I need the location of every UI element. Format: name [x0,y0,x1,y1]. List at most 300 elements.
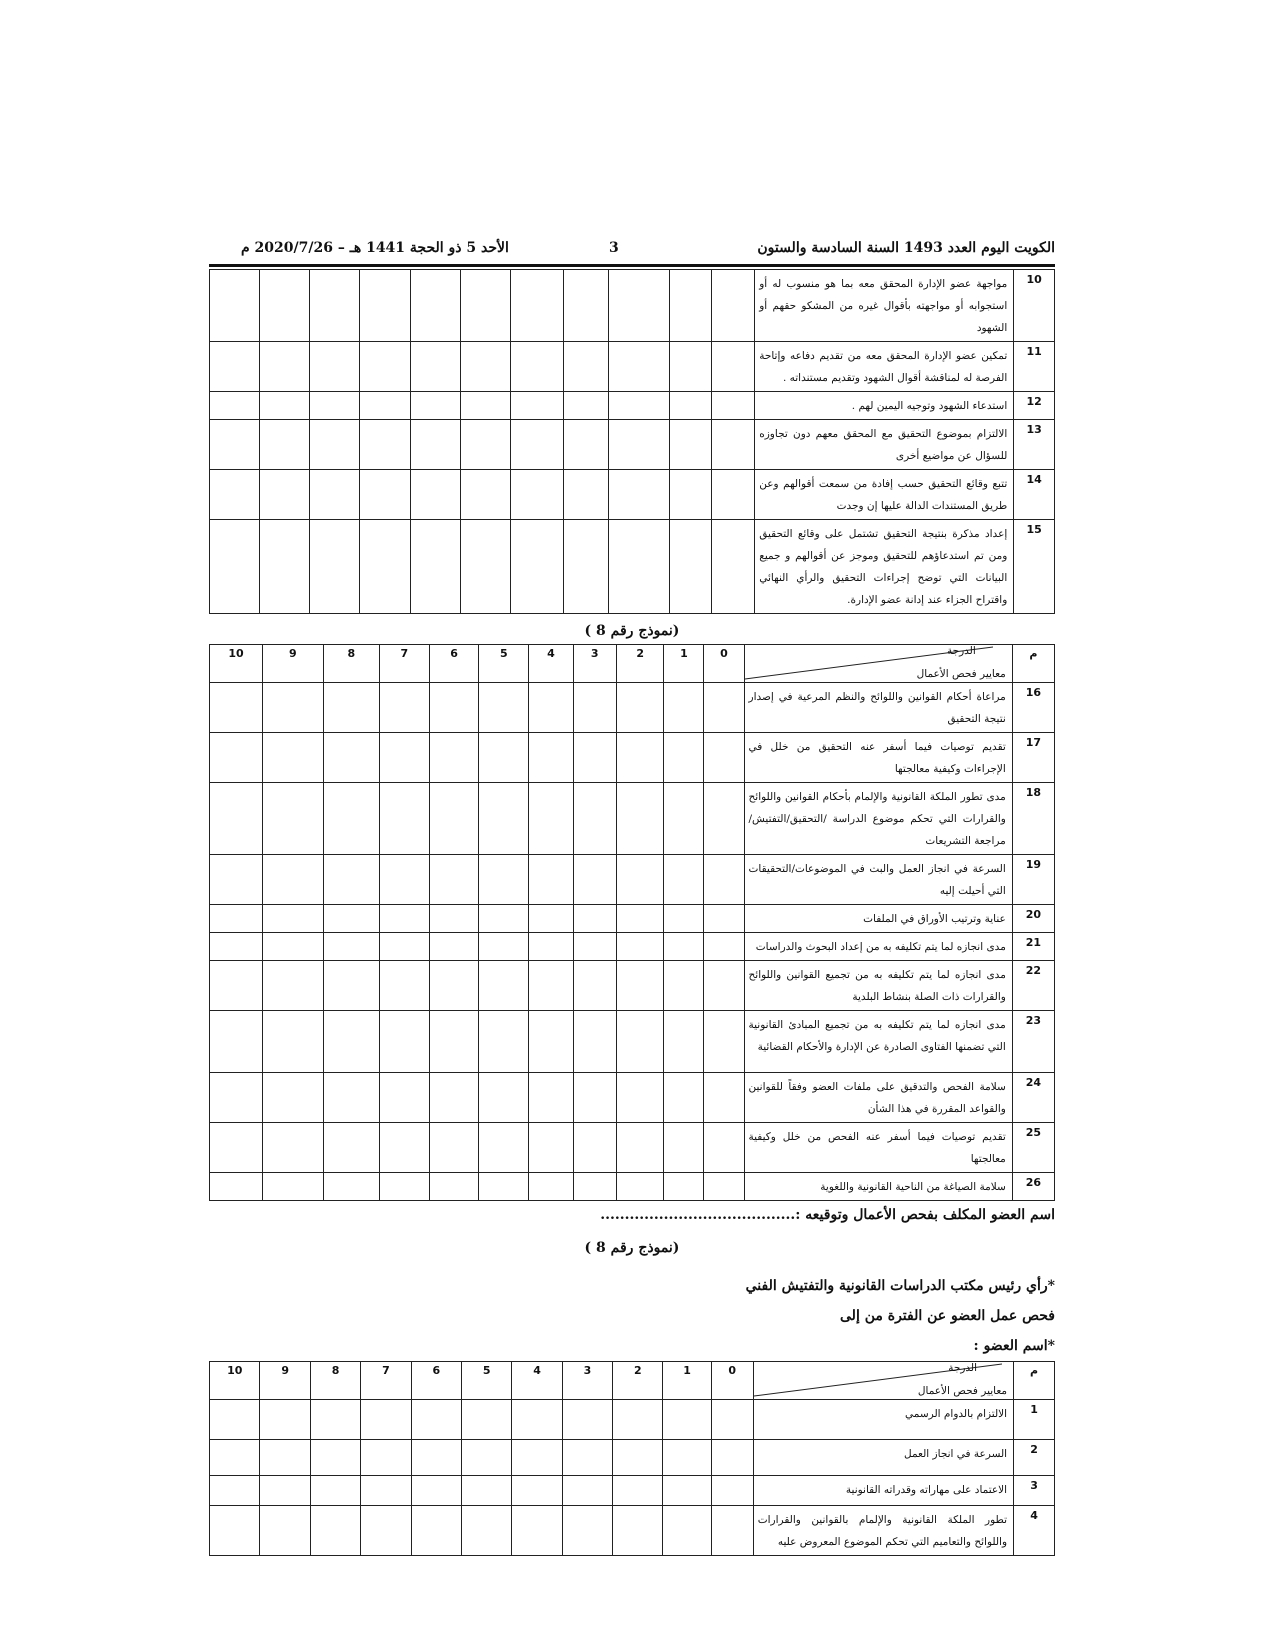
grade-cell[interactable] [512,1506,562,1556]
grade-cell[interactable] [460,420,510,470]
grade-cell[interactable] [260,420,310,470]
grade-cell[interactable] [529,961,573,1011]
row-number: 21 [1012,933,1054,961]
header-page-number: 3 [609,240,619,256]
grade-cell[interactable] [479,783,529,855]
grade-cell[interactable] [529,905,573,933]
grade-header: 3 [573,645,616,683]
table1-row [210,420,1055,470]
table2-row [210,1123,1055,1173]
row-number: 24 [1012,1073,1054,1123]
grade-cell[interactable] [210,1440,260,1476]
grade-cell[interactable] [712,520,755,614]
grade-cell[interactable] [664,905,704,933]
grade-cell[interactable] [310,520,360,614]
grade-cell[interactable] [616,1123,664,1173]
criterion-text: تطور الملكة القانونية والإلمام بالقوانين والقرارات واللوائح والتعاميم التي تحكم الموضوع المعروض عليه [753,1506,1013,1556]
grade-header: 4 [529,645,573,683]
grade-cell[interactable] [263,683,324,733]
grade-cell[interactable] [429,783,479,855]
grade-cell[interactable] [263,783,324,855]
grade-cell[interactable] [479,683,529,733]
row-number: 18 [1012,783,1054,855]
grade-cell[interactable] [564,392,609,420]
criterion-text: تقديم توصيات فيما أسفر عنه التحقيق من خلل في الإجراءات وكيفية معالجتها [744,733,1012,783]
grade-cell[interactable] [664,783,704,855]
grade-cell[interactable] [260,470,310,520]
table1-row [210,342,1055,392]
grade-cell[interactable] [573,1173,616,1201]
grade-cell[interactable] [410,392,460,420]
grade-cell[interactable] [564,342,609,392]
grade-cell[interactable] [609,342,670,392]
row-number: 12 [1014,392,1055,420]
grade-cell[interactable] [323,933,379,961]
grade-cell[interactable] [573,733,616,783]
grade-cell[interactable] [379,1011,429,1073]
grade-cell[interactable] [664,1011,704,1073]
grade-cell[interactable] [479,961,529,1011]
grade-cell[interactable] [529,1011,573,1073]
table1-row [210,270,1055,342]
grade-cell[interactable] [210,520,260,614]
grade-cell[interactable] [410,420,460,470]
grade-cell[interactable] [263,733,324,783]
grade-cell[interactable] [479,1073,529,1123]
grade-cell[interactable] [263,933,324,961]
row-number: 17 [1012,733,1054,783]
grade-cell[interactable] [411,1400,461,1440]
header-number: م [1014,1362,1055,1400]
table2-row [210,1011,1055,1073]
row-number: 3 [1014,1476,1055,1506]
grade-cell[interactable] [260,1400,310,1440]
grade-cell[interactable] [379,1123,429,1173]
grade-cell[interactable] [263,961,324,1011]
grade-cell[interactable] [379,855,429,905]
grade-cell[interactable] [210,342,260,392]
grade-cell[interactable] [562,1440,612,1476]
table3-row [210,1506,1055,1556]
grade-cell[interactable] [323,905,379,933]
grade-cell[interactable] [712,270,755,342]
grade-cell[interactable] [704,933,744,961]
table2-row [210,783,1055,855]
grade-cell[interactable] [429,733,479,783]
grade-cell[interactable] [210,905,263,933]
grade-cell[interactable] [669,270,712,342]
grade-cell[interactable] [210,933,263,961]
grade-cell[interactable] [529,855,573,905]
grade-cell[interactable] [379,783,429,855]
table1-row [210,392,1055,420]
grade-header: 1 [664,645,704,683]
grade-cell[interactable] [310,1476,360,1506]
grade-cell[interactable] [479,933,529,961]
grade-cell[interactable] [263,1011,324,1073]
grade-cell[interactable] [616,733,664,783]
header-diagonal [753,1362,1013,1400]
grade-cell[interactable] [479,1123,529,1173]
row-number: 16 [1012,683,1054,733]
grade-cell[interactable] [616,783,664,855]
grade-cell[interactable] [712,420,755,470]
grade-cell[interactable] [460,342,510,392]
grade-cell[interactable] [210,270,260,342]
grade-cell[interactable] [479,733,529,783]
grade-cell[interactable] [461,1440,511,1476]
grade-cell[interactable] [479,1011,529,1073]
table3-header-row [210,1362,1055,1400]
grade-cell[interactable] [460,520,510,614]
grade-cell[interactable] [210,420,260,470]
criterion-text: إعداد مذكرة بنتيجة التحقيق تشتمل على وقائع التحقيق ومن تم استدعاؤهم للتحقيق وموجز عن أقوالهم و جميع البيانات التي توضح إجراءات التحقيق والرأي النهائي واقتراح الجزاء عند إدانة عضو الإدارة. [755,520,1014,614]
grade-cell[interactable] [664,933,704,961]
grade-cell[interactable] [573,961,616,1011]
grade-cell[interactable] [461,1476,511,1506]
grade-cell[interactable] [562,1506,612,1556]
grade-cell[interactable] [711,1400,753,1440]
grade-header: 6 [429,645,479,683]
criterion-text: سلامة الصياغة من الناحية القانونية واللغوية [744,1173,1012,1201]
grade-cell[interactable] [609,520,670,614]
grade-cell[interactable] [323,1123,379,1173]
grade-cell[interactable] [310,1400,360,1440]
table2-row [210,855,1055,905]
table2-header-row [210,645,1055,683]
grade-cell[interactable] [460,392,510,420]
grade-cell[interactable] [663,1440,711,1476]
row-number: 2 [1014,1440,1055,1476]
grade-cell[interactable] [210,1476,260,1506]
criterion-text: السرعة في انجاز العمل [753,1440,1013,1476]
grade-cell[interactable] [712,342,755,392]
grade-cell[interactable] [664,683,704,733]
grade-cell[interactable] [616,933,664,961]
grade-cell[interactable] [704,1173,744,1201]
grade-cell[interactable] [479,855,529,905]
grade-cell[interactable] [664,961,704,1011]
grade-cell[interactable] [529,733,573,783]
grade-cell[interactable] [323,1073,379,1123]
grade-cell[interactable] [323,961,379,1011]
grade-cell[interactable] [310,342,360,392]
grade-cell[interactable] [260,392,310,420]
grade-cell[interactable] [573,683,616,733]
grade-cell[interactable] [616,961,664,1011]
grade-cell[interactable] [360,270,410,342]
grade-cell[interactable] [712,392,755,420]
grade-cell[interactable] [669,470,712,520]
grade-cell[interactable] [529,783,573,855]
grade-cell[interactable] [573,1011,616,1073]
grade-cell[interactable] [411,1506,461,1556]
row-number: 11 [1014,342,1055,392]
grade-cell[interactable] [360,392,410,420]
grade-cell[interactable] [410,342,460,392]
grade-header: 3 [562,1362,612,1400]
grade-cell[interactable] [609,270,670,342]
grade-cell[interactable] [429,933,479,961]
grade-cell[interactable] [461,1400,511,1440]
grade-cell[interactable] [210,855,263,905]
grade-cell[interactable] [429,1173,479,1201]
criterion-text: مدى تطور الملكة القانونية والإلمام بأحكام القوانين واللوائح والقرارات التي تحكم موضوع الدراسة /التحقيق/التفتيش/مراجعة التشريعات [744,783,1012,855]
grade-cell[interactable] [669,342,712,392]
member-name-label: *اسم العضو : [973,1338,1055,1354]
grade-cell[interactable] [379,1073,429,1123]
grade-cell[interactable] [361,1476,411,1506]
grade-cell[interactable] [609,420,670,470]
grade-cell[interactable] [704,1073,744,1123]
grade-cell[interactable] [663,1506,711,1556]
grade-cell[interactable] [360,342,410,392]
grade-header: 2 [616,645,664,683]
grade-cell[interactable] [361,1400,411,1440]
grade-cell[interactable] [704,683,744,733]
grade-cell[interactable] [664,1173,704,1201]
grade-cell[interactable] [663,1400,711,1440]
grade-cell[interactable] [260,1440,310,1476]
grade-header: 8 [310,1362,360,1400]
grade-cell[interactable] [609,392,670,420]
grade-cell[interactable] [263,905,324,933]
grade-cell[interactable] [210,783,263,855]
grade-cell[interactable] [573,905,616,933]
grade-cell[interactable] [512,1400,562,1440]
grade-cell[interactable] [712,470,755,520]
grade-cell[interactable] [573,783,616,855]
grade-cell[interactable] [564,420,609,470]
grade-cell[interactable] [562,1476,612,1506]
grade-cell[interactable] [479,1173,529,1201]
table3-row [210,1400,1055,1440]
criterion-text: مراعاة أحكام القوانين واللوائح والنظم المرعية في إصدار نتيجة التحقيق [744,683,1012,733]
grade-cell[interactable] [379,1173,429,1201]
grade-cell[interactable] [512,1476,562,1506]
grade-cell[interactable] [564,520,609,614]
grade-cell[interactable] [429,1123,479,1173]
grade-cell[interactable] [613,1506,663,1556]
header-grade-label: الدرجة [946,645,976,657]
grade-cell[interactable] [360,470,410,520]
table2-row [210,933,1055,961]
criterion-text: الالتزام بالدوام الرسمي [753,1400,1013,1440]
grade-cell[interactable] [704,855,744,905]
grade-cell[interactable] [429,1011,479,1073]
grade-header: 2 [613,1362,663,1400]
grade-cell[interactable] [323,683,379,733]
grade-cell[interactable] [460,470,510,520]
criterion-text: تتبع وقائع التحقيق حسب إفادة من سمعت أقوالهم وعن طريق المستندات الدالة عليها إن وجدت [755,470,1014,520]
grade-cell[interactable] [210,683,263,733]
grade-cell[interactable] [573,1073,616,1123]
grade-cell[interactable] [310,1440,360,1476]
grade-cell[interactable] [510,420,563,470]
grade-cell[interactable] [512,1440,562,1476]
grade-cell[interactable] [210,733,263,783]
grade-cell[interactable] [704,1011,744,1073]
grade-cell[interactable] [479,905,529,933]
grade-cell[interactable] [616,1073,664,1123]
grade-cell[interactable] [210,1173,263,1201]
header-publication: الكويت اليوم العدد 1493 السنة السادسة والستون [757,240,1055,256]
grade-cell[interactable] [711,1506,753,1556]
grade-cell[interactable] [573,855,616,905]
grade-cell[interactable] [260,1476,310,1506]
table1-row [210,520,1055,614]
grade-cell[interactable] [323,1011,379,1073]
criterion-text: تمكين عضو الإدارة المحقق معه من تقديم دفاعه وإتاحة الفرصة له لمناقشة أقوال الشهود وتقديم مستنداته . [755,342,1014,392]
grade-cell[interactable] [260,520,310,614]
grade-cell[interactable] [510,342,563,392]
grade-cell[interactable] [669,420,712,470]
grade-cell[interactable] [573,933,616,961]
grade-cell[interactable] [616,683,664,733]
grade-cell[interactable] [704,783,744,855]
grade-header: 10 [210,1362,260,1400]
signature-line: اسم العضو المكلف بفحص الأعمال وتوقيعه :........................................ [600,1207,1055,1223]
grade-cell[interactable] [510,520,563,614]
grade-cell[interactable] [460,270,510,342]
grade-cell[interactable] [210,392,260,420]
grade-cell[interactable] [263,1173,324,1201]
grade-cell[interactable] [323,855,379,905]
grade-cell[interactable] [411,1476,461,1506]
grade-cell[interactable] [361,1440,411,1476]
grade-cell[interactable] [704,905,744,933]
header-rule [209,264,1055,267]
grade-cell[interactable] [510,470,563,520]
grade-cell[interactable] [616,1011,664,1073]
grade-cell[interactable] [379,961,429,1011]
grade-header: 5 [461,1362,511,1400]
grade-cell[interactable] [411,1440,461,1476]
grade-cell[interactable] [711,1476,753,1506]
grade-cell[interactable] [260,1506,310,1556]
grade-cell[interactable] [260,342,310,392]
grade-cell[interactable] [562,1400,612,1440]
grade-cell[interactable] [323,1173,379,1201]
grade-cell[interactable] [573,1123,616,1173]
row-number: 19 [1012,855,1054,905]
grade-cell[interactable] [310,420,360,470]
grade-cell[interactable] [323,783,379,855]
grade-cell[interactable] [669,392,712,420]
evaluation-table-2 [209,1361,1055,1556]
grade-cell[interactable] [429,961,479,1011]
grade-cell[interactable] [210,1123,263,1173]
grade-cell[interactable] [510,270,563,342]
row-number: 10 [1014,270,1055,342]
gazette-page [209,236,1055,1556]
grade-cell[interactable] [429,683,479,733]
grade-cell[interactable] [529,1073,573,1123]
grade-cell[interactable] [410,470,460,520]
criterion-text: مدى انجازه لما يتم تكليفه به من تجميع المبادئ القانونية التي تضمنها الفتاوى الصادرة عن الإدارة والأحكام القضائية [744,1011,1012,1073]
table2-row [210,1173,1055,1201]
grade-cell[interactable] [310,1506,360,1556]
grade-cell[interactable] [410,270,460,342]
grade-cell[interactable] [379,905,429,933]
grade-cell[interactable] [613,1476,663,1506]
evaluation-table [209,644,1055,1201]
grade-cell[interactable] [379,933,429,961]
grade-cell[interactable] [663,1476,711,1506]
grade-cell[interactable] [711,1440,753,1476]
table2-row [210,733,1055,783]
grade-cell[interactable] [310,270,360,342]
header-grade-label: الدرجة [948,1362,978,1374]
row-number: 26 [1012,1173,1054,1201]
grade-cell[interactable] [529,1173,573,1201]
grade-cell[interactable] [210,1506,260,1556]
grade-cell[interactable] [664,1073,704,1123]
grade-cell[interactable] [613,1400,663,1440]
grade-cell[interactable] [529,1123,573,1173]
grade-cell[interactable] [360,520,410,614]
grade-cell[interactable] [361,1506,411,1556]
grade-cell[interactable] [461,1506,511,1556]
row-number: 20 [1012,905,1054,933]
grade-cell[interactable] [669,520,712,614]
grade-cell[interactable] [210,470,260,520]
grade-cell[interactable] [664,855,704,905]
row-number: 23 [1012,1011,1054,1073]
grade-cell[interactable] [260,270,310,342]
grade-cell[interactable] [210,1011,263,1073]
grade-cell[interactable] [616,855,664,905]
grade-cell[interactable] [616,1173,664,1201]
grade-cell[interactable] [210,961,263,1011]
grade-cell[interactable] [704,733,744,783]
grade-cell[interactable] [429,905,479,933]
grade-cell[interactable] [263,1123,324,1173]
grade-cell[interactable] [379,683,429,733]
header-criteria-label: معايير فحص الأعمال [917,1385,1008,1397]
grade-cell[interactable] [609,470,670,520]
grade-cell[interactable] [210,1400,260,1440]
grade-cell[interactable] [564,470,609,520]
grade-cell[interactable] [529,933,573,961]
grade-cell[interactable] [429,1073,479,1123]
row-number: 22 [1012,961,1054,1011]
row-number: 13 [1014,420,1055,470]
grade-cell[interactable] [613,1440,663,1476]
grade-cell[interactable] [323,733,379,783]
grade-cell[interactable] [704,961,744,1011]
grade-cell[interactable] [429,855,479,905]
criterion-text: عناية وترتيب الأوراق في الملفات [744,905,1012,933]
grade-cell[interactable] [379,733,429,783]
grade-cell[interactable] [263,1073,324,1123]
grade-cell[interactable] [360,420,410,470]
grade-cell[interactable] [664,1123,704,1173]
grade-cell[interactable] [410,520,460,614]
grade-cell[interactable] [564,270,609,342]
grade-header: 4 [512,1362,562,1400]
grade-cell[interactable] [510,392,563,420]
grade-cell[interactable] [529,683,573,733]
criterion-text: مواجهة عضو الإدارة المحقق معه بما هو منسوب له أو استجوابه أو مواجهته بأقوال غيره من المشكو حقهم أو الشهود [755,270,1014,342]
grade-cell[interactable] [616,905,664,933]
grade-cell[interactable] [310,392,360,420]
grade-cell[interactable] [210,1073,263,1123]
grade-cell[interactable] [664,733,704,783]
grade-cell[interactable] [263,855,324,905]
grade-cell[interactable] [704,1123,744,1173]
grade-cell[interactable] [310,470,360,520]
